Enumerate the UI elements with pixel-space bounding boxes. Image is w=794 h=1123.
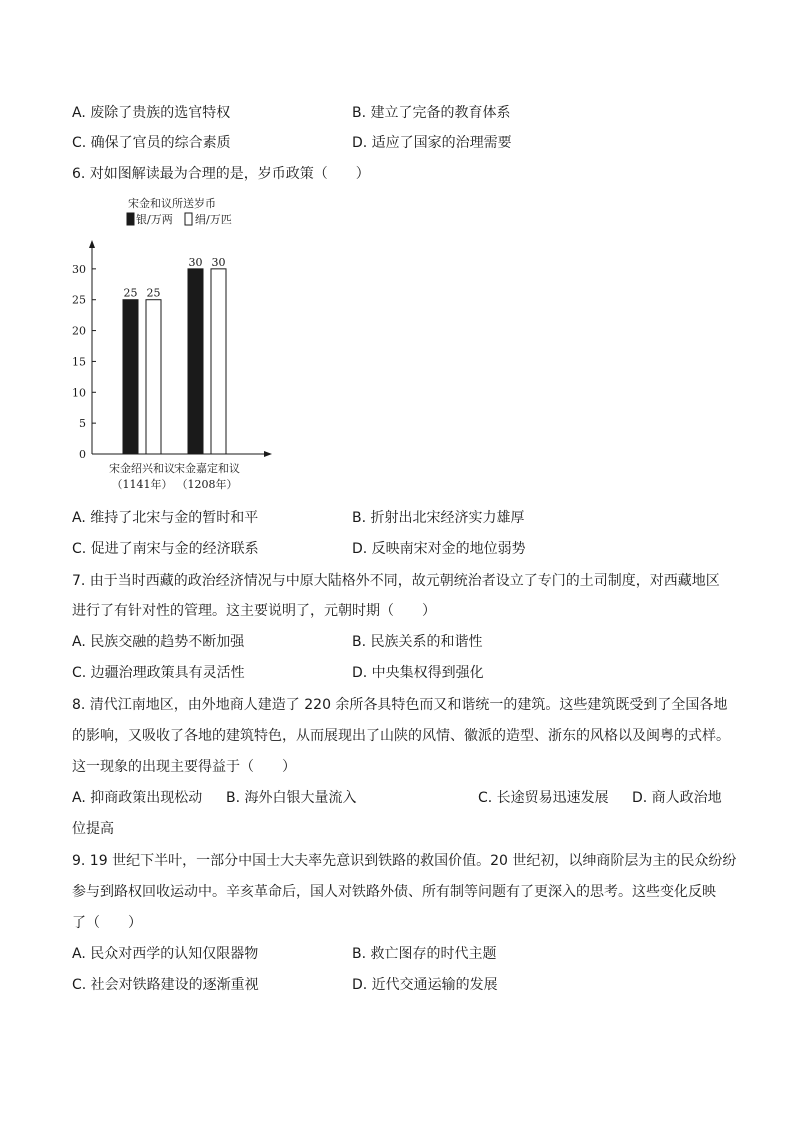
x-category-year-label: （1208年） <box>176 478 238 491</box>
q5-option-d: D. 适应了国家的治理需要 <box>352 135 512 151</box>
y-tick-label: 20 <box>72 324 86 338</box>
y-tick-label: 10 <box>72 386 86 400</box>
q8-option-c: C. 长途贸易迅速发展 <box>478 790 609 806</box>
q5-option-c: C. 确保了官员的综合素质 <box>72 135 231 151</box>
q8-option-d: D. 商人政治地 <box>632 790 722 806</box>
y-axis-arrow <box>89 240 95 248</box>
q8-option-b: B. 海外白银大量流入 <box>226 790 357 806</box>
q7-stem-line2: 进行了有针对性的管理。这主要说明了，元朝时期（ ） <box>72 603 436 619</box>
q8-stem-line3: 这一现象的出现主要得益于（ ） <box>72 759 296 775</box>
y-tick-label: 30 <box>72 262 86 276</box>
bar-value-label: 25 <box>146 286 161 300</box>
q9-option-c: C. 社会对铁路建设的逐渐重视 <box>72 977 259 993</box>
x-category-label: 宋金嘉定和议 <box>174 462 240 475</box>
bar-silver-2 <box>188 269 203 454</box>
legend-swatch-silver <box>127 213 134 225</box>
y-tick-label: 0 <box>79 448 86 461</box>
bars <box>123 256 226 454</box>
q6-option-c: C. 促进了南宋与金的经济联系 <box>72 541 259 557</box>
q6-option-b: B. 折射出北宋经济实力雄厚 <box>352 510 525 526</box>
q6-stem: 6. 对如图解读最为合理的是，岁币政策（ ） <box>72 166 370 182</box>
legend-label-silk: 绢/万匹 <box>195 213 232 226</box>
q7-stem-line1: 7. 由于当时西藏的政治经济情况与中原大陆格外不同，故元朝统治者设立了专门的土司制度，对西藏地区 <box>72 573 720 589</box>
y-tick-label: 25 <box>72 293 86 307</box>
q5-option-a: A. 废除了贵族的选官特权 <box>72 105 231 121</box>
y-tick-label: 15 <box>72 355 86 369</box>
q7-option-d: D. 中央集权得到强化 <box>352 665 484 681</box>
q8-stem-line1: 8. 清代江南地区，由外地商人建造了 220 余所各具特色而又和谐统一的建筑。这些建筑既受到了全国各地 <box>72 697 728 713</box>
q9-option-d: D. 近代交通运输的发展 <box>352 977 498 993</box>
bar-silk-2 <box>211 269 226 454</box>
bar-value-label: 25 <box>123 286 138 300</box>
q5-option-b: B. 建立了完备的教育体系 <box>352 105 511 121</box>
q9-option-b: B. 救亡图存的时代主题 <box>352 946 497 962</box>
q6-option-d: D. 反映南宋对金的地位弱势 <box>352 541 526 557</box>
q6-option-a: A. 维持了北宋与金的暂时和平 <box>72 510 259 526</box>
bar-silk-1 <box>146 300 161 454</box>
x-category-year-label: （1141年） <box>111 478 173 491</box>
x-category-label: 宋金绍兴和议 <box>109 462 175 475</box>
q7-option-b: B. 民族关系的和谐性 <box>352 634 483 650</box>
bar-value-label: 30 <box>211 255 226 269</box>
q9-stem-line2: 参与到路权回收运动中。辛亥革命后，国人对铁路外债、所有制等问题有了更深入的思考。这些变化反映 <box>72 884 716 900</box>
q7-option-c: C. 边疆治理政策具有灵活性 <box>72 665 245 681</box>
y-tick-label: 5 <box>79 417 86 431</box>
q9-stem-line3: 了（ ） <box>72 915 142 931</box>
q7-option-a: A. 民族交融的趋势不断加强 <box>72 634 245 650</box>
bar-value-label: 30 <box>188 255 203 269</box>
legend-label-silver: 银/万两 <box>136 213 173 226</box>
chart-legend <box>127 212 232 226</box>
q9-stem-line1: 9. 19 世纪下半叶，一部分中国士大夫率先意识到铁路的救国价值。20 世纪初，以绅商阶层为主的民众纷纷 <box>72 853 737 869</box>
legend-swatch-silk <box>185 213 192 225</box>
tribute-bar-chart <box>64 190 284 500</box>
x-axis-arrow <box>264 451 272 457</box>
q8-option-a: A. 抑商政策出现松动 <box>72 790 203 806</box>
x-labels <box>109 461 240 491</box>
bar-silver-1 <box>123 300 138 454</box>
chart-title: 宋金和议所送岁币 <box>128 197 216 210</box>
q9-option-a: A. 民众对西学的认知仅限器物 <box>72 946 259 962</box>
q8-option-d-continued: 位提高 <box>72 821 114 837</box>
q8-stem-line2: 的影响，又吸收了各地的建筑特色，从而展现出了山陕的风情、徽派的造型、浙东的风格以及闽粤的式样。 <box>72 728 730 744</box>
